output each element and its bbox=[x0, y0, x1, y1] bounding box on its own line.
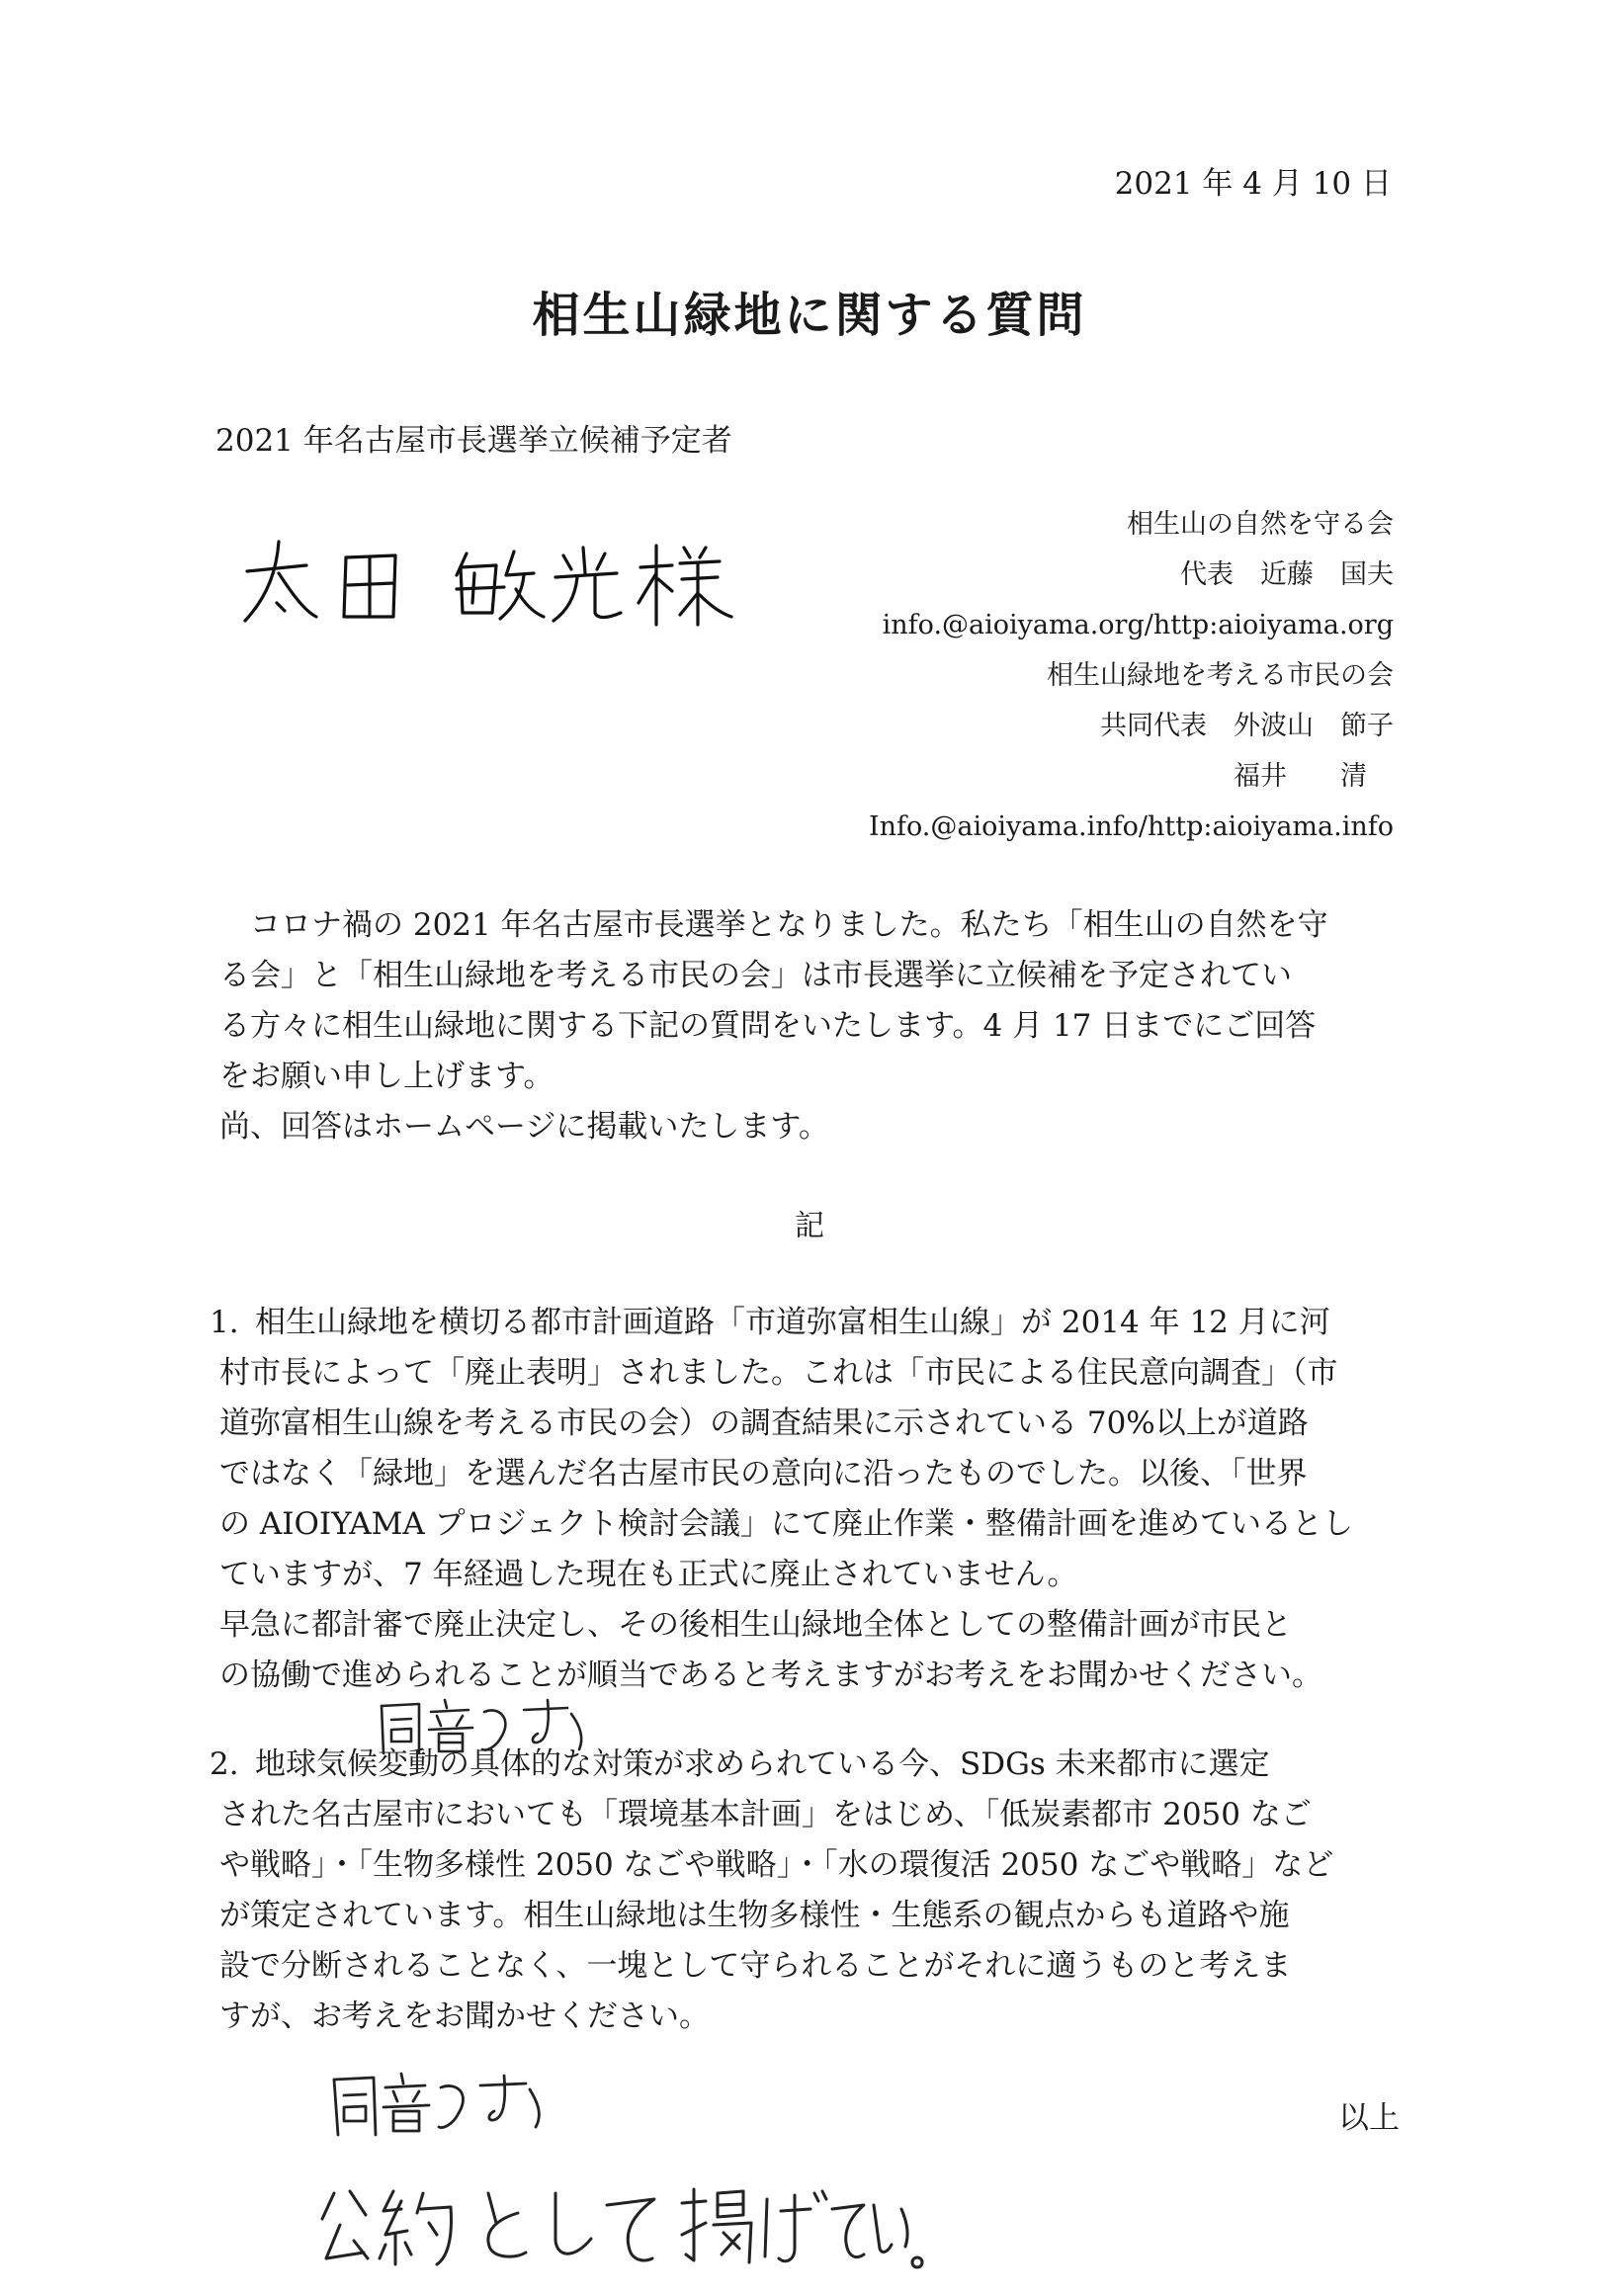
sender-org-1: 相生山の自然を守る会 bbox=[1127, 509, 1394, 540]
intro-line: コロナ禍の 2021 年名古屋市長選挙となりました。私たち「相生山の自然を守 bbox=[219, 907, 1328, 943]
intro-paragraph bbox=[219, 900, 1406, 1152]
sender-block bbox=[869, 499, 1394, 852]
question-line: 道弥富相生山線を考える市民の会）の調査結果に示されている 70%以上が道路 bbox=[219, 1405, 1309, 1441]
question-line: ていますが、7 年経過した現在も正式に廃止されていません。 bbox=[219, 1557, 1078, 1592]
sender-rep-2: 共同代表 外波山 節子 bbox=[1100, 711, 1394, 741]
question-line: 設で分断されることなく、一塊として守られることがそれに適うものと考えま bbox=[219, 1948, 1292, 1984]
sender-rep-1: 代表 近藤 国夫 bbox=[1180, 559, 1394, 590]
question-line: すが、お考えをお聞かせください。 bbox=[219, 1998, 710, 2034]
handwritten-answer-2 bbox=[326, 2066, 554, 2145]
intro-line: る方々に相生山緑地に関する下記の質問をいたします。4 月 17 日までにご回答 bbox=[219, 1008, 1317, 1044]
sender-contact-1: info.@aioiyama.org/http:aioiyama.org bbox=[882, 610, 1394, 640]
intro-line: をお願い申し上げます。 bbox=[219, 1059, 554, 1094]
question-line: の協働で進められることが順当であると考えますがお考えをお聞かせください。 bbox=[219, 1658, 1322, 1693]
handwritten-addressee-name bbox=[237, 534, 751, 633]
handwritten-note bbox=[314, 2179, 927, 2278]
sender-org-2: 相生山緑地を考える市民の会 bbox=[1047, 660, 1394, 691]
question-number: 2. bbox=[210, 1746, 239, 1782]
question-line: ではなく「緑地」を選んだ名古屋市民の意向に沿ったものでした。以後、「世界 bbox=[219, 1456, 1308, 1491]
question-line: 相生山緑地を横切る都市計画道路「市道弥富相生山線」が 2014 年 12 月に河 bbox=[255, 1305, 1330, 1340]
sender-contact-2: Info.@aioiyama.info/http:aioiyama.info bbox=[868, 811, 1394, 842]
question-line: や戦略」・「生物多様性 2050 なごや戦略」・「水の環復活 2050 なごや戦略」など bbox=[219, 1847, 1334, 1883]
intro-line: 尚、回答はホームページに掲載いたします。 bbox=[219, 1109, 829, 1145]
addressee-role: 2021 年名古屋市長選挙立候補予定者 bbox=[215, 423, 732, 459]
question-1 bbox=[210, 1298, 1406, 1701]
question-line: された名古屋市においても「環境基本計画」をはじめ、「低炭素都市 2050 なご bbox=[219, 1797, 1312, 1832]
intro-line: る会」と「相生山緑地を考える市民の会」は市長選挙に立候補を予定されてい bbox=[219, 958, 1292, 993]
question-line: 村市長によって「廃止表明」されました。これは「市民による住民意向調査」（市 bbox=[219, 1355, 1338, 1391]
question-line: 地球気候変動の具体的な対策が求められている今、SDGs 未来都市に選定 bbox=[255, 1746, 1270, 1782]
question-2 bbox=[210, 1740, 1406, 2042]
question-number: 1. bbox=[210, 1305, 239, 1340]
sender-rep-3: 福井 清 bbox=[1234, 761, 1394, 792]
ki-heading: 記 bbox=[795, 1209, 824, 1243]
closing-ijo: 以上 bbox=[1338, 2100, 1400, 2136]
question-line: の AIOIYAMA プロジェクト検討会議」にて廃止作業・整備計画を進めているとし bbox=[219, 1506, 1353, 1542]
question-line: 早急に都計審で廃止決定し、その後相生山緑地全体としての整備計画が市民と bbox=[219, 1607, 1292, 1643]
question-line: が策定されています。相生山緑地は生物多様性・生態系の観点からも道路や施 bbox=[219, 1898, 1290, 1933]
document-title: 相生山緑地に関する質問 bbox=[532, 288, 1087, 343]
document-date: 2021 年 4 月 10 日 bbox=[1114, 166, 1392, 202]
